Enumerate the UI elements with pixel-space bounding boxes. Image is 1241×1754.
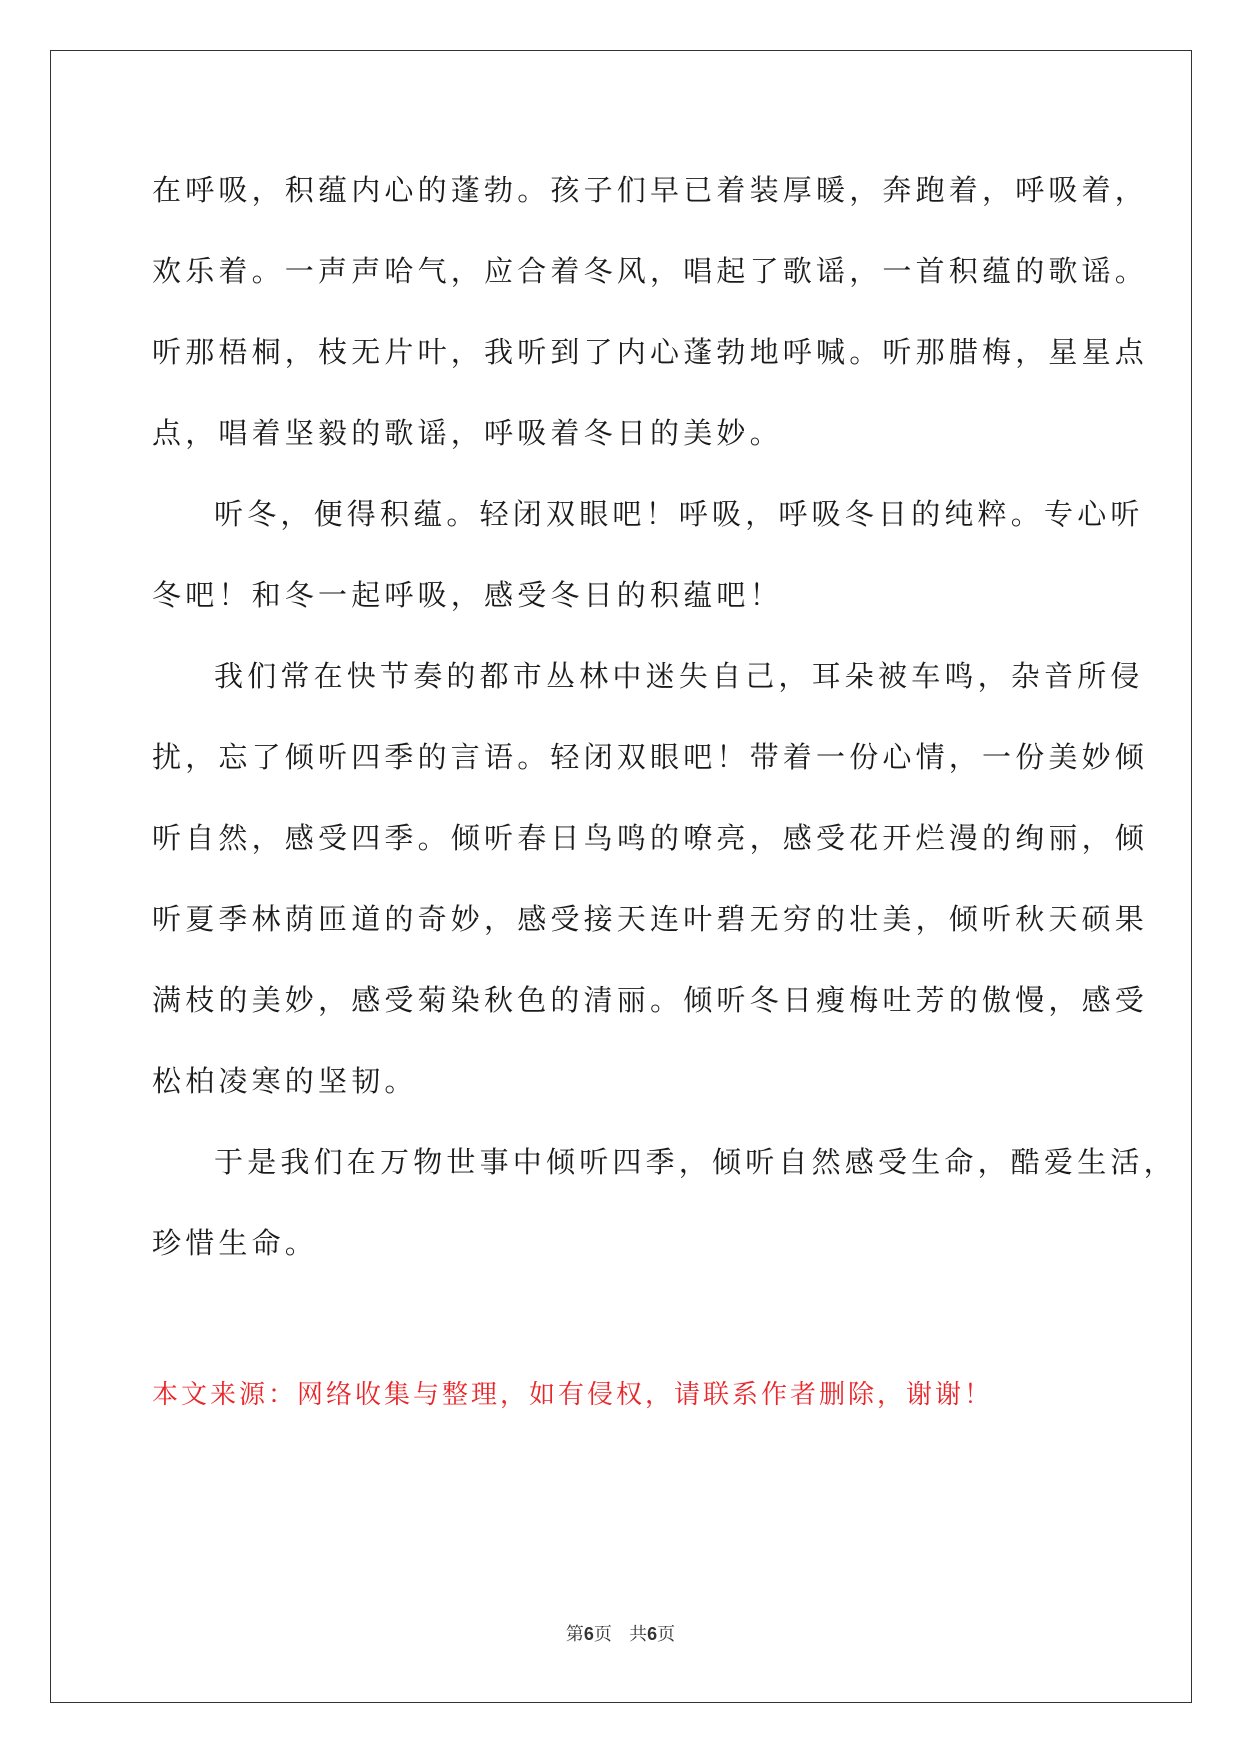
document-body	[152, 160, 1177, 1294]
text-line: 冬吧！和冬一起呼吸，感受冬日的积蕴吧！	[152, 578, 783, 612]
page-total: 6	[647, 1624, 658, 1644]
text-line: 听那梧桐，枝无片叶，我听到了内心蓬勃地呼喊。听那腊梅，星星点	[152, 335, 1149, 369]
page-suffix: 页	[593, 1624, 612, 1645]
paragraph-start-line: 听冬，便得积蕴。轻闭双眼吧！呼吸，呼吸冬日的纯粹。专心听	[214, 497, 1144, 531]
text-line: 扰，忘了倾听四季的言语。轻闭双眼吧！带着一份心情，一份美妙倾	[152, 740, 1149, 774]
source-note: 本文来源：网络收集与整理，如有侵权，请联系作者删除，谢谢！	[152, 1380, 994, 1410]
total-suffix: 页	[657, 1624, 676, 1645]
page-prefix: 第	[565, 1624, 584, 1645]
page-footer	[0, 1620, 1241, 1646]
text-line: 珍惜生命。	[152, 1226, 319, 1260]
paragraph-start-line: 于是我们在万物世事中倾听四季，倾听自然感受生命，酷爱生活，	[214, 1145, 1177, 1179]
text-line: 欢乐着。一声声哈气，应合着冬风，唱起了歌谣，一首积蕴的歌谣。	[152, 254, 1149, 288]
paragraph-start-line: 我们常在快节奏的都市丛林中迷失自己，耳朵被车鸣，杂音所侵	[214, 659, 1144, 693]
text-line: 松柏凌寒的坚韧。	[152, 1064, 418, 1098]
text-line: 在呼吸，积蕴内心的蓬勃。孩子们早已着装厚暖，奔跑着，呼吸着，	[152, 173, 1149, 207]
text-line: 满枝的美妙，感受菊染秋色的清丽。倾听冬日瘦梅吐芳的傲慢，感受	[152, 983, 1149, 1017]
text-line: 听自然，感受四季。倾听春日鸟鸣的嘹亮，感受花开烂漫的绚丽，倾	[152, 821, 1149, 855]
page-current: 6	[583, 1624, 594, 1644]
text-line: 点，唱着坚毅的歌谣，呼吸着冬日的美妙。	[152, 416, 783, 450]
text-line: 听夏季林荫匝道的奇妙，感受接天连叶碧无穷的壮美，倾听秋天硕果	[152, 902, 1149, 936]
total-prefix: 共	[629, 1624, 648, 1645]
